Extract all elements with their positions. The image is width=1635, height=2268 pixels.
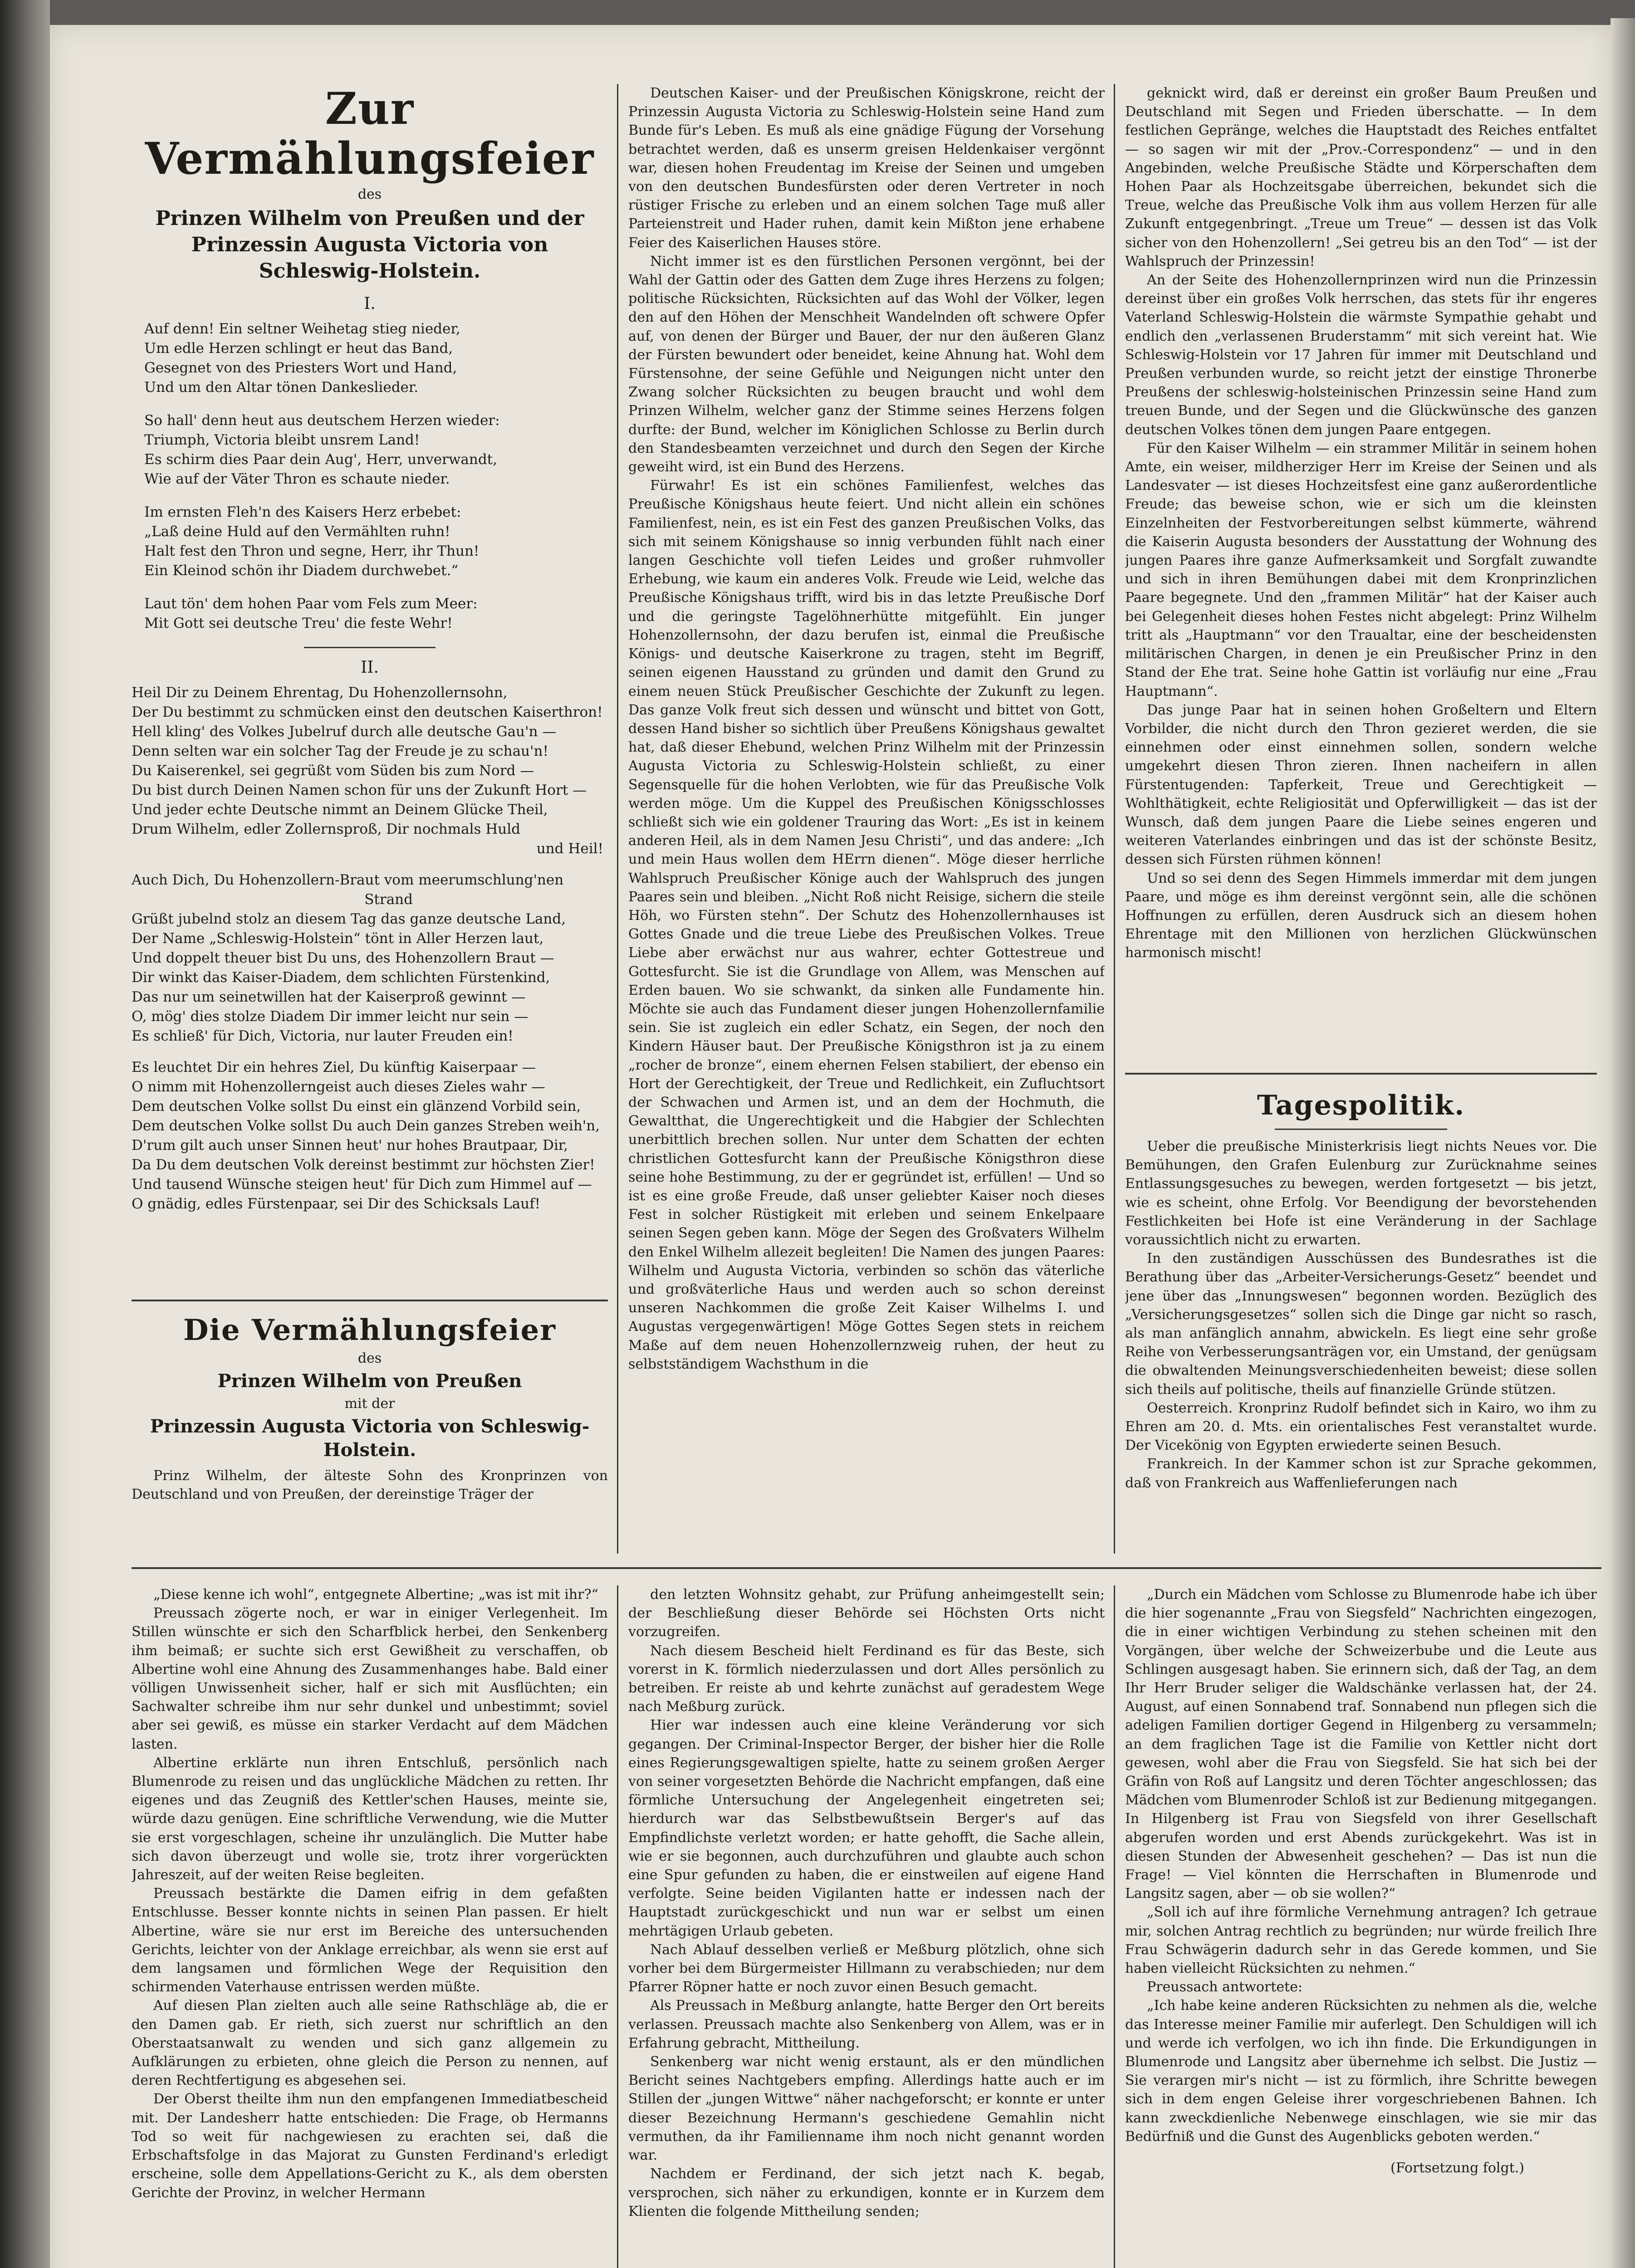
serial-column-one	[132, 1585, 608, 2268]
article-paragraph: Nach Ablauf desselben verließ er Meßburg plötzlich, ohne sich vorher bei dem Bürgermeister Hillmann zu verabschieden; nur dem Pfarrer Röpner hatte er noch zuvor einen Besuch gemacht.	[628, 1941, 1105, 1995]
poem-line: Und doppelt theuer bist Du uns, des Hohenzollern Braut —	[132, 950, 554, 967]
part-numeral: I.	[364, 294, 376, 313]
poem-stanza	[132, 683, 608, 859]
poem-line: Hell kling' des Volkes Jubelruf durch alle deutsche Gau'n —	[132, 723, 557, 740]
article-des: des	[357, 1350, 382, 1366]
poem-line: Es schließ' für Dich, Victoria, nur lauter Freuden ein!	[132, 1028, 514, 1045]
poem-line: Grüßt jubelnd stolz an diesem Tag das ganze deutsche Land,	[132, 911, 566, 928]
article-paragraph: Senkenberg war nicht wenig erstaunt, als er den mündlichen Bericht seines Nachtgebers empfing. Allerdings hatte auch er im Stillen der „jungen Wittwe“ näher nachgeforscht; er konnte er unter dieser Bezeichnung Hermann's geschiedene Gemahlin nicht vermuthen, da ihr Familienname ihm noch nicht genannt worden war.	[628, 2054, 1105, 2164]
divider	[617, 84, 618, 1554]
poem-line: Im ernsten Fleh'n des Kaisers Herz erbebet:	[144, 504, 461, 521]
poem-line: Dir winkt das Kaiser-Diadem, dem schlichten Fürstenkind,	[132, 969, 550, 986]
newspaper-page	[50, 25, 1611, 2268]
poem-line: So hall' denn heut aus deutschem Herzen wieder:	[144, 412, 500, 429]
article-paragraph: „Ich habe keine anderen Rücksichten zu nehmen als die, welche das Interesse meiner Familie mir auferlegt. Den Schuldigen will ich und werde ich verfolgen, wo ich ihn finde. Die Erkundigungen in Blumenrode und Langsitz aber übernehme ich selbst. Die Justiz — Sie verargen mir's nicht — ist zu förmlich, ihre Schritte bewegen sich in dem engen Geleise ihrer vorgeschriebenen Bahnen. Ich kann zweckdienliche Nebenwege einschlagen, wie sie mir das Bedürfniß und die Gunst des Augenblicks geboten werden.“	[1125, 1998, 1597, 2145]
poem-column	[132, 84, 608, 1349]
poem-line: Mit Gott sei deutsche Treu' die feste Wehr!	[144, 615, 453, 632]
article-paragraph: „Soll ich auf ihre förmliche Vernehmung antragen? Ich getraue mir, solchen Antrag rechtlich zu begründen; nur würde freilich Ihre Frau Schwägerin dadurch sehr in das Gerede kommen, und Sie haben vielleicht Rücksichten zu nehmen.“	[1125, 1904, 1597, 1977]
article-paragraph: Nachdem er Ferdinand, der sich jetzt nach K. begab, versprochen, sich näher zu erkundigen, konnte er in Kurzem dem Klienten die folgende Mittheilung senden;	[628, 2166, 1105, 2219]
divider	[1114, 84, 1115, 1554]
poem-line: Ein Kleinod schön ihr Diadem durchwebet.“	[144, 562, 459, 579]
article-paragraph: Nach diesem Bescheid hielt Ferdinand es für das Beste, sich vorerst in K. förmlich niederzulassen und dort Alles persönlich zu betreiben. Er reiste ab und kehrte zunächst auf geradestem Wege nach Meßburg zurück.	[628, 1642, 1105, 1715]
article-paragraph: „Durch ein Mädchen vom Schlosse zu Blumenrode habe ich über die hier sogenannte „Frau von Siegsfeld“ Nachrichten eingezogen, die in einer wichtigen Verbindung zu stehen scheinen mit den Vorgängen, über welche der Schweizerbube und die Leute aus Schlingen ausgesagt haben. Sie erinnern sich, daß der Tag, an dem Ihr Herr Bruder seliger die Waldschänke verlassen hat, der 24. August, auf einen Sonnabend traf. Sonnabend nun pflegen sich die adeligen Familien dortiger Gegend in Hilgenberg zu versammeln; an dem fraglichen Tage ist die Familie von Kettler nicht dort gewesen, wohl aber die Frau von Siegsfeld. Sie hat sich bei der Gräfin von Roß auf Langsitz und deren Töchter angeschlossen; das Mädchen vom Blumenroder Schloß ist zur Bedienung mitgegangen. In Hilgenberg ist Frau von Siegsfeld von ihrer Gesellschaft abgerufen worden und erst Abends zurückgekehrt. Was ist in diesen Stunden der Abwesenheit geschehen? — Das ist nun die Frage! — Viel könnten die Herrschaften in Blumenrode und Langsitz sagen, aber — ob sie wollen?“	[1125, 1587, 1597, 1902]
poem-line: Wie auf der Väter Thron es schaute nieder.	[144, 471, 450, 488]
poem-line: Triumph, Victoria bleibt unsrem Land!	[144, 432, 420, 449]
continued-note: (Fortsetzung folgt.)	[1390, 2160, 1524, 2176]
divider	[1275, 1129, 1447, 1130]
poem-line: Auf denn! Ein seltner Weihetag stieg nieder,	[144, 321, 460, 337]
article-paragraph: geknickt wird, daß er dereinst ein großer Baum Preußen und Deutschland mit Segen und Frieden überschatte. — In dem festlichen Gepränge, welches die Hauptstadt des Reiches entfaltet — so sagen wir mit der „Prov.-Correspondenz“ — und in den Angebinden, welche Preußische Städte und Körperschaften dem Hohen Paar als Hochzeitsgabe überreichen, bekundet sich die Treue, welche das Preußische Volk ihm aus vollem Herzen für alle Zukunft entgegenbringt. „Treue um Treue“ — dessen ist das Volk sicher von den Hohenzollern! „Sei getreu bis an den Tod“ — ist der Wahlspruch der Prinzessin!	[1125, 85, 1597, 269]
article-paragraph: Preussach zögerte noch, er war in einiger Verlegenheit. Im Stillen wünschte er sich den Scharfblick herbei, den Senkenberg ihm beimaß; er suchte sich erst Gewißheit zu verschaffen, ob Albertine wohl eine Ahnung des Zusammenhanges habe. Bald einer völligen Unwissenheit sicher, half er sich mit Ausflüchten; ein Sachwalter schreibe ihm nur sehr dunkel und unbestimmt; soviel aber sei gewiß, es müsse ein starker Verdacht auf dem Mädchen lasten.	[132, 1605, 608, 1752]
poem-stanza	[144, 503, 608, 581]
poem-stanza	[132, 1058, 608, 1214]
poem-stanza	[144, 594, 608, 633]
article-subtitle: Prinzessin Augusta Victoria von Schleswig-Holstein.	[150, 1416, 590, 1461]
article-paragraph: Frankreich. In der Kammer schon ist zur Sprache gekommen, daß von Frankreich aus Waffenlieferungen nach	[1125, 1456, 1597, 1491]
poem-line: Auch Dich, Du Hohenzollern-Braut vom meerumschlung'nen	[132, 872, 564, 889]
divider	[132, 1567, 1601, 1569]
tagespolitik-section	[1125, 1089, 1597, 1556]
poem-line: Heil Dir zu Deinem Ehrentag, Du Hohenzollernsohn,	[132, 684, 508, 701]
article-two-intro	[132, 1313, 608, 1535]
article-mit-der: mit der	[344, 1396, 395, 1412]
article-title: Zur Vermählungsfeier	[145, 84, 595, 184]
poem-line: Der Name „Schleswig-Holstein“ tönt in Aller Herzen laut,	[132, 930, 544, 947]
article-two-column-two	[628, 84, 1105, 1558]
poem-line: O gnädig, edles Fürstenpaar, sei Dir des Schicksals Lauf!	[132, 1196, 541, 1212]
divider	[1114, 1585, 1115, 2268]
poem-line: O nimm mit Hohenzollerngeist auch dieses Zieles wahr —	[132, 1079, 545, 1095]
poem-line: Strand	[364, 891, 413, 908]
page-edge	[1611, 18, 1635, 2268]
poem-line: Es schirm dies Paar dein Aug', Herr, unverwandt,	[144, 451, 497, 468]
article-paragraph: Oesterreich. Kronprinz Rudolf befindet sich in Kairo, wo ihm zu Ehren am 20. d. Mts. ein orientalisches Fest veranstaltet wurde. Der Vicekönig von Egypten erwiederte seinen Besuch.	[1125, 1400, 1597, 1454]
poem-line: Und um den Altar tönen Dankeslieder.	[144, 379, 419, 396]
poem-line: Gesegnet von des Priesters Wort und Hand,	[144, 360, 457, 376]
poem-line: und Heil!	[536, 841, 603, 857]
article-paragraph: den letzten Wohnsitz gehabt, zur Prüfung anheimgestellt sein; der Beschließung dieser Behörde sei Höchsten Orts nicht vorzugreifen.	[628, 1587, 1105, 1640]
article-two-column-three	[1125, 84, 1597, 1073]
poem-line: Du bist durch Deinen Namen schon für uns der Zukunft Hort —	[132, 782, 587, 799]
divider	[617, 1585, 618, 2268]
poem-stanza	[144, 319, 608, 397]
poem-line: Es leuchtet Dir ein hehres Ziel, Du künftig Kaiserpaar —	[132, 1059, 536, 1076]
article-paragraph: Preussach antwortete:	[1147, 1979, 1303, 1995]
serial-column-two	[628, 1585, 1105, 2268]
poem-line: Und jeder echte Deutsche nimmt an Deinem Glücke Theil,	[132, 802, 548, 818]
section-title: Tagespolitik.	[1257, 1090, 1465, 1121]
poem-line: Denn selten war ein solcher Tag der Freude je zu schau'n!	[132, 743, 548, 760]
article-paragraph: Auf diesen Plan zielten auch alle seine Rathschläge ab, die er den Damen gab. Er rieth, sich zuerst nur schriftlich an den Oberstaatsanwalt zu wenden und sich ganz allgemein zu Aufklärungen zu erbieten, ohne gleich die Person zu nennen, auf deren Rechtfertigung es abgesehen sei.	[132, 1998, 608, 2089]
article-paragraph: Deutschen Kaiser- und der Preußischen Königskrone, reicht der Prinzessin Augusta Victoria zu Schleswig-Holstein seine Hand zum Bunde für's Leben. Es muß als eine gnädige Fügung der Vorsehung betrachtet werden, daß es unserm greisen Heldenkaiser vergönnt war, diesen hohen Freudentag im Kreise der Seinen und umgeben von den deutschen Bundesfürsten oder deren Vertreter in noch rüstiger Frische zu erleben und an einem solchen Tage muß aller Parteienstreit und Hader ruhen, damit kein Mißton jene erhabene Feier des Kaiserlichen Hauses störe.	[628, 85, 1105, 251]
poem-line: Da Du dem deutschen Volk dereinst bestimmt zur höchsten Zier!	[132, 1157, 595, 1173]
article-paragraph: Ueber die preußische Ministerkrisis liegt nichts Neues vor. Die Bemühungen, den Grafen Eulenburg zur Zurücknahme seines Entlassungsgesuches zu bewegen, werden fortgesetzt — bis jetzt, wie es scheint, ohne Erfolg. Vor Beendigung der bevorstehenden Festlichkeiten bei Hofe ist eine Veränderung in der Sachlage voraussichtlich nicht zu erwarten.	[1125, 1139, 1597, 1248]
poem-stanza	[132, 870, 608, 1046]
article-paragraph: Der Oberst theilte ihm nun den empfangenen Immediatbescheid mit. Der Landesherr hatte entschieden: Die Frage, ob Hermanns Tod so weit für nachgewiesen zu erachten sei, daß die Erbschaftsfolge in das Majorat zu Gunsten Ferdinand's erledigt erscheine, solle dem Appellations-Gericht zu K., als dem obersten Gerichte der Provinz, in welcher Hermann	[132, 2091, 608, 2201]
article-paragraph: Für den Kaiser Wilhelm — ein strammer Militär in seinem hohen Amte, ein weiser, mildherziger Herr im Kreise der Seinen und als Landesvater — ist dieses Hochzeitsfest eine ganz außerordentliche Freude; das beweise schon, wie er sich um die kleinsten Einzelnheiten der Festvorbereitungen selbst kümmerte, während die Kaiserin Augusta besonders der Ausstattung der Wohnung des jungen Paares ihre ganze Aufmerksamkeit und Sorgfalt zuwandte und sich in ihren Bemühungen dabei mit dem Kronprinzlichen Paare begegnete. Und den „frammen Militär“ hat der Kaiser auch bei Gelegenheit dieses hohen Festes nicht abgelegt: Prinz Wilhelm tritt als „Hauptmann“ vor den Traualtar, eine der bescheidensten militärischen Chargen, in denen je ein Preußischer Prinz in den Stand der Ehe trat. Seine hohe Gattin ist vorläufig nur eine „Frau Hauptmann“.	[1125, 440, 1597, 699]
poem-line: Dem deutschen Volke sollst Du einst ein glänzend Vorbild sein,	[132, 1098, 581, 1115]
article-paragraph: Albertine erklärte nun ihren Entschluß, persönlich nach Blumenrode zu reisen und das unglückliche Mädchen zu retten. Ihr eigenes und das Zeugniß des Kettler'schen Hauses, meinte sie, würde dazu genügen. Eine schriftliche Verwendung, wie die Mutter sie erst vorgeschlagen, scheine ihr unzulänglich. Die Mutter habe sich davon überzeugt und wolle sie, trotz ihrer vorgerückten Jahreszeit, auf der weiten Reise begleiten.	[132, 1755, 608, 1883]
poem-line: Und tausend Wünsche steigen heut' für Dich zum Himmel auf —	[132, 1176, 592, 1193]
book-spine	[0, 0, 50, 2268]
article-paragraph: Das junge Paar hat in seinen hohen Großeltern und Eltern Vorbilder, die nicht durch den Thron gezieret werden, die sie einnehmen oder einst einnehmen sollen, sondern welche umgekehrt diesen Thron zieren. Ihnen nacheifern in allen Fürstentugenden: Tapferkeit, Treue und Gerechtigkeit — Wohlthätigkeit, echte Religiosität und Opferwilligkeit — das ist der Wunsch, daß dem jungen Paare die Liebe seines engeren und weiteren Vaterlandes einbringen und das ist der schönste Besitz, dessen sich Fürsten rühmen können!	[1125, 702, 1597, 868]
poem-line: „Laß deine Huld auf den Vermählten ruhn!	[144, 523, 450, 540]
article-paragraph: In den zuständigen Ausschüssen des Bundesrathes ist die Berathung über das „Arbeiter-Versicherungs-Gesetz“ beendet und jene über das „Innungswesen“ begonnen worden. Bezüglich des „Versicherungsgesetzes“ sollen sich die Dinge gar nicht so rasch, als man anfänglich annahm, abwickeln. Es liegt eine sehr große Reihe von Verbesserungsanträgen vor, ein Umstand, der genügsam die obwaltenden Meinungsverschiedenheiten beweist; diese sollen sich theils auf politische, theils auf finanzielle Gründe stützen.	[1125, 1251, 1597, 1398]
article-paragraph: Hier war indessen auch eine kleine Veränderung vor sich gegangen. Der Criminal-Inspector Berger, der bisher hier die Rolle eines Regierungsgewaltigen spielte, hatte zu seinem großen Aerger von seiner vorgesetzten Behörde die Nachricht empfangen, daß eine förmliche Untersuchung der Angelegenheit eingetreten sei; hierdurch war das Selbstbewußtsein Berger's auf das Empfindlichste verletzt worden; er hatte gehofft, die Sache allein, wie er sie begonnen, auch durchzuführen und glaubte auch schon eine Spur gefunden zu haben, die er einstweilen auf eigene Hand verfolgte. Seine beiden Vigilanten hatte er indessen nach der Hauptstadt zurückgeschickt und nun war er selbst um einen mehrtägigen Urlaub gebeten.	[628, 1717, 1105, 1939]
article-paragraph: Fürwahr! Es ist ein schönes Familienfest, welches das Preußische Königshaus heute feiert. Und nicht allein ein schönes Familienfest, nein, es ist ein Fest des ganzen Preußischen Volks, das sich mit seinem Königshause so innig verbunden fühlt nach einer langen Geschichte voll tiefen Leides und großer ruhmvoller Erhebung, wie kaum ein anderes Volk. Freude wie Leid, welche das Preußische Königshaus trifft, wird bis in das letzte Preußische Dorf und die geringste Tagelöhnerhütte mitgefühlt. Ein junger Hohenzollernsohn, der dazu berufen ist, einmal die Preußische Königs- und deutsche Kaiserkrone zu tragen, steht im Begriff, seinen eigenen Hausstand zu gründen und damit den Grund zu einem neuen Stück Preußischer Geschichte der Zukunft zu legen. Das ganze Volk freut sich dessen und wünscht und bittet von Gott, dessen Hand bisher so sichtlich über Preußens Königshaus gewaltet hat, daß dieser Ehebund, welchen Prinz Wilhelm mit der Prinzessin Augusta Victoria zu Schleswig-Holstein schließt, zu einer Segensquelle für die hohen Verlobten, wie für das Preußische Volk werden möge. Um die Kuppel des Preußischen Königsschlosses schließt sich wie ein goldener Trauring das Wort: „Es ist in keinem anderen Heil, als in dem Namen Jesu Christi“, und das andere: „Ich und mein Haus wollen dem HErrn dienen“. Möge dieser herrliche Wahlspruch Preußischer Könige auch der Wahlspruch des jungen Paares sein und bleiben. „Nicht Roß nicht Reisige, sichern die steile Höh, wo Fürsten stehn“. Der Schutz des Hohenzollernhauses ist Gottes Gnade und die treue Liebe des Preußischen Volkes. Treue Liebe aber erwächst nur aus wahrer, echter Gottestreue und Gottesfurcht. Sie ist die Grundlage von Allem, was Menschen auf Erden bauen. Wo sie schwankt, da sinken alle Fundamente hin. Möchte sie auch das Fundament dieser jungen Hohenzollernfamilie sein. Sie ist zugleich ein edler Schatz, ein Segen, der noch den Kindern Häuser baut. Der Preußische Königsthron ist ja zu einem „rocher de bronze“, einem ehernen Felsen stabiliert, der ebenso ein Hort der Gerechtigkeit, der Treue und Redlichkeit, ein Zufluchtsort der Schwachen und Armen ist, und an dem der Hochmuth, die Gewaltthat, die Ungerechtigkeit und die Habgier der Schlechten unerbittlich brechen sollen. Nur unter dem Schatten der echten christlichen Gottesfurcht kann der Preußische Königsthron diese seine hohe Bestimmung, zu der er gegründet ist, erfüllen! — Und so ist es eine große Freude, daß unser geliebter Kaiser noch dieses Fest in solcher Rüstigkeit mit erleben und seinem Enkelpaare seinen Segen geben kann. Möge der Segen des Großvaters Wilhelm den Enkel Wilhelm allezeit begleiten! Die Namen des jungen Paares: Wilhelm und Augusta Victoria, verbinden so schön das väterliche und großväterliche Haus und werden auch so schon dereinst unseren Nachkommen die große Zeit Kaiser Wilhelms I. und Augustas vergegenwärtigen! Möge Gottes Segen stets in reichem Maße auf dem neuen Hohenzollernzweig ruhen, der heut zu selbstständigem Wachsthum in die	[628, 478, 1105, 1372]
poem-line: O, mög' dies stolze Diadem Dir immer leicht nur sein —	[132, 1008, 529, 1025]
article-paragraph: Und so sei denn des Segen Himmels immerdar mit dem jungen Paare, und möge es ihm dereinst vergönnt sein, alle die schönen Hoffnungen zu erfüllen, deren Ausdruck sich an diesem hohen Ehrentage mit den Millionen von herzlichen Glückwünschen harmonisch mischt!	[1125, 870, 1597, 961]
poem-line: Der Du bestimmt zu schmücken einst den deutschen Kaiserthron!	[132, 704, 603, 721]
serial-column-three	[1125, 1585, 1597, 2268]
article-paragraph: An der Seite des Hohenzollernprinzen wird nun die Prinzessin dereinst über ein großes Volk herrschen, das stets für ihr engeres Vaterland Schleswig-Holstein die wärmste Sympathie gehabt und endlich den „verlassenen Bruderstamm“ mit sich vereint hat. Wie Schleswig-Holstein vor 17 Jahren für immer mit Deutschland und Preußen verbunden wurde, so reicht jetzt der einstige Thronerbe Preußens der schleswig-holsteinischen Prinzessin seine Hand zum treuen Bunde, und der Segen und die Glückwünsche des ganzen deutschen Volkes tönen dem jungen Paare entgegen.	[1125, 272, 1597, 438]
poem-line: Um edle Herzen schlingt er heut das Band,	[144, 340, 453, 357]
divider	[1125, 1073, 1597, 1075]
part-numeral: II.	[361, 658, 379, 677]
poem-part-two	[132, 683, 608, 1214]
poem-line: Dem deutschen Volke sollst Du auch Dein ganzes Streben weih'n,	[132, 1118, 600, 1134]
article-paragraph: Als Preussach in Meßburg anlangte, hatte Berger den Ort bereits verlassen. Preussach machte also Senkenberg von Allem, was er in Erfahrung gebracht, Mittheilung.	[628, 1998, 1105, 2051]
poem-line: Das nur um seinetwillen hat der Kaiserproß gewinnt —	[132, 989, 526, 1006]
article-subtitle: Prinzen Wilhelm von Preußen	[217, 1370, 522, 1392]
poem-part-one	[132, 319, 608, 633]
article-paragraph: Prinz Wilhelm, der älteste Sohn des Kronprinzen von Deutschland und von Preußen, der dereinstige Träger der	[132, 1468, 608, 1503]
article-subtitle: Prinzen Wilhelm von Preußen und der Prinzessin Augusta Victoria von Schleswig-Holstein.	[155, 207, 584, 283]
divider	[132, 1300, 608, 1301]
poem-line: Du Kaiserenkel, sei gegrüßt vom Süden bis zum Nord —	[132, 763, 534, 779]
poem-line: Drum Wilhelm, edler Zollernsproß, Dir nochmals Huld	[132, 821, 521, 838]
article-paragraph: Nicht immer ist es den fürstlichen Personen vergönnt, bei der Wahl der Gattin oder des Gatten dem Zuge ihres Herzens zu folgen; politische Rücksichten, Rücksichten auf das Wohl der Völker, legen den auf den Höhen der Menschheit Wandelnden oft schwere Opfer auf, von denen der Bürger und Bauer, der nur den äußeren Glanz der Fürsten bewundert oder beneidet, keine Ahnung hat. Wohl dem Fürstensohne, der seine Gefühle und Neigungen nicht unter den Zwang solcher Rücksichten zu beugen braucht und wohl dem Prinzen Wilhelm, welcher ganz der Stimme seines Herzens folgen durfte: der Bund, welcher im Königlichen Schlosse zu Berlin durch den Standesbeamten verzeichnet und durch den Segen der Kirche geweiht wird, ist ein Bund des Herzens.	[628, 253, 1105, 475]
divider	[304, 647, 436, 648]
article-title: Die Vermählungsfeier	[183, 1313, 556, 1347]
poem-line: D'rum gilt auch unser Sinnen heut' nur hohes Brautpaar, Dir,	[132, 1137, 568, 1154]
poem-stanza	[144, 411, 608, 489]
article-paragraph: Preussach bestärkte die Damen eifrig in dem gefaßten Entschlusse. Besser konnte nichts in seinen Plan passen. Er hielt Albertine, wäre sie nur erst im Bereiche des untersuchenden Gerichts, leichter von der Anklage erreichbar, als wenn sie erst auf dem langsamen und förmlichen Wege der Requisition den schirmenden Vaterhause entrissen werden müßte.	[132, 1886, 608, 1995]
poem-line: Halt fest den Thron und segne, Herr, ihr Thun!	[144, 543, 480, 560]
article-des: des	[357, 186, 382, 202]
poem-line: Laut tön' dem hohen Paar vom Fels zum Meer:	[144, 596, 478, 612]
article-paragraph: „Diese kenne ich wohl“, entgegnete Albertine; „was ist mit ihr?“	[153, 1587, 598, 1603]
